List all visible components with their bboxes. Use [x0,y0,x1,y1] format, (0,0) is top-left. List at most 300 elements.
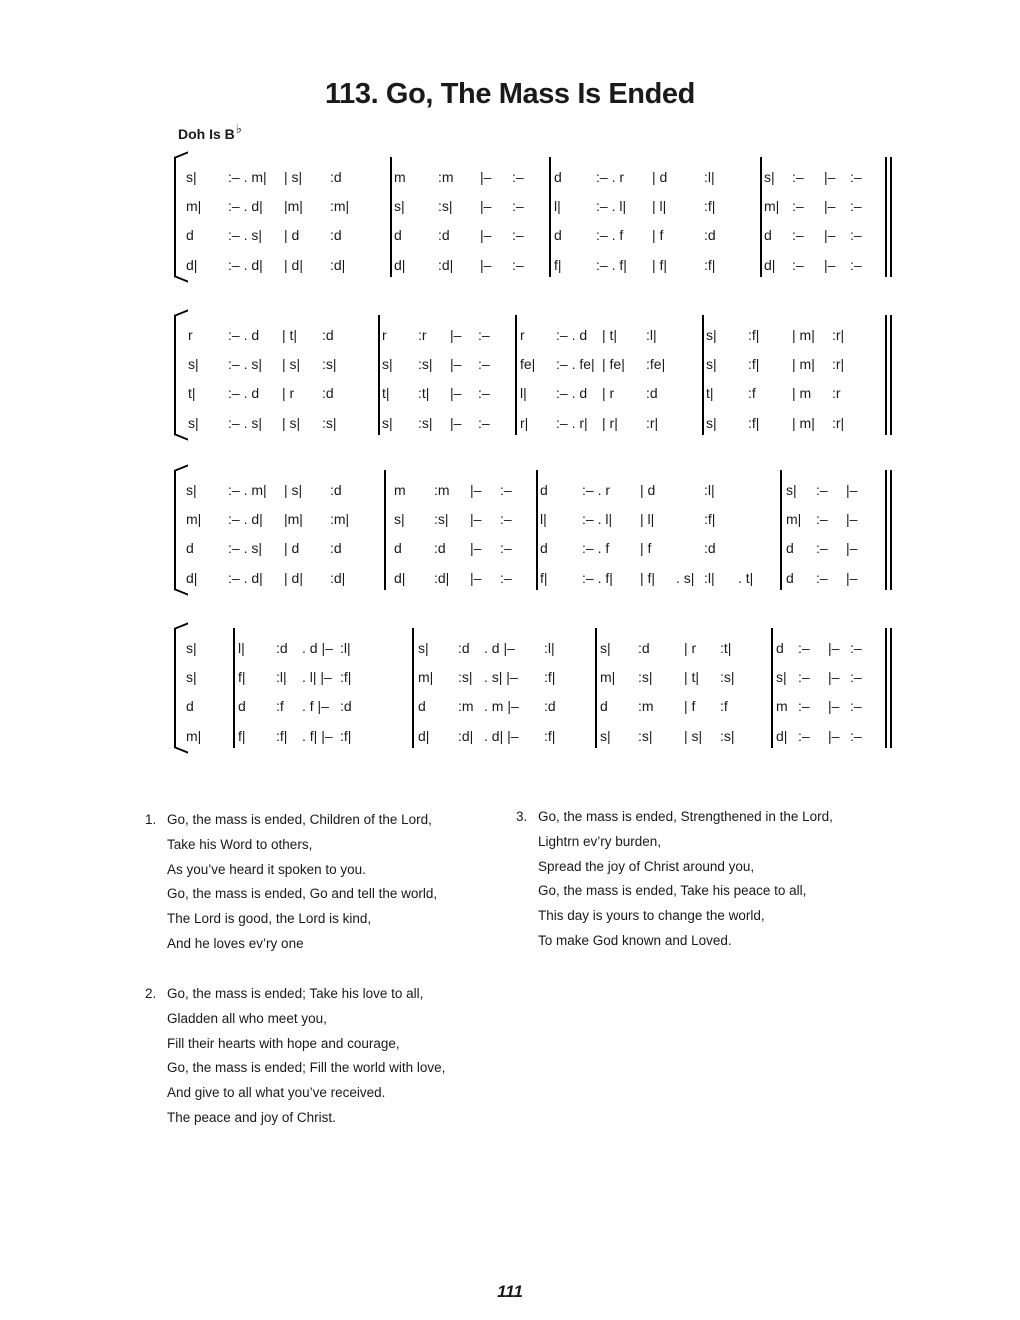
solfa-note: |m| [284,198,303,214]
solfa-note: :r| [832,415,845,431]
solfa-note: | m| [792,327,815,343]
solfa-note: . l| |– [302,669,332,685]
solfa-note: :– . fe| [556,356,595,372]
solfa-note: :f| [748,327,760,343]
solfa-note: :d [330,540,342,556]
solfa-note: |– [470,511,482,527]
solfa-note: d [186,540,194,556]
solfa-note: :d [322,385,334,401]
solfa-note: | d [284,540,300,556]
solfa-note: :– . r [582,482,611,498]
solfa-note: |– [450,415,462,431]
solfa-note: :– [798,640,810,656]
solfa-note: :– . l| [596,198,627,214]
solfa-note: d| [418,728,430,744]
solfa-note: :d [458,640,470,656]
solfa-note: |– [470,482,482,498]
solfa-note: :d| [330,257,346,273]
solfa-note: s| [382,356,393,372]
verse-line: Spread the joy of Christ around you, [538,858,755,874]
solfa-note: l| [238,640,245,656]
solfa-note: | f [684,698,696,714]
solfa-note: :– [850,257,862,273]
solfa-note: fe| [520,356,536,372]
solfa-note: m| [764,198,780,214]
solfa-note: s| [188,415,199,431]
solfa-note: :d| [330,570,346,586]
solfa-note: :– [798,669,810,685]
solfa-note: :– [512,257,524,273]
solfa-note: s| [186,640,197,656]
solfa-note: d| [186,257,198,273]
solfa-note: :– [798,728,810,744]
solfa-note: | r| [602,415,618,431]
solfa-note: :– . d| [228,570,263,586]
solfa-note: | s| [284,169,303,185]
solfa-note: m [776,698,788,714]
solfa-note: s| [186,169,197,185]
solfa-note: :– . d| [228,257,263,273]
solfa-note: :d [330,169,342,185]
solfa-note: :– . r [596,169,625,185]
solfa-note: :f| [748,356,760,372]
solfa-note: :– [816,570,828,586]
solfa-note: :– . d [228,385,260,401]
solfa-note: :– [792,227,804,243]
solfa-note: . d| |– [484,728,519,744]
solfa-note: |– [480,169,492,185]
solfa-note: :d [544,698,556,714]
verse-line: Go, the mass is ended, Take his peace to all, [538,883,807,899]
verse-line: The Lord is good, the Lord is kind, [167,911,372,927]
solfa-note: |– [450,356,462,372]
solfa-note: m| [418,669,434,685]
solfa-note: :l| [704,482,715,498]
solfa-note: . m |– [484,698,519,714]
solfa-note: :– . d [556,327,588,343]
solfa-note: |– [450,385,462,401]
solfa-note: :d [704,227,716,243]
solfa-note: :– . m| [228,169,267,185]
voice-row [172,665,897,689]
solfa-note: :d [322,327,334,343]
solfa-note: | m| [792,415,815,431]
solfa-note: d [540,482,548,498]
solfa-note: s| [186,669,197,685]
verse-line: As you’ve heard it spoken to you. [167,861,366,877]
solfa-note: :s| [434,511,449,527]
solfa-note: |– [824,198,836,214]
voice-row [172,253,897,277]
voice-row [172,724,897,748]
solfa-note: s| [188,356,199,372]
verse-number: 2. [145,986,157,1001]
solfa-note: f| [238,728,246,744]
verse-line: This day is yours to change the world, [538,908,765,924]
solfa-note: m| [186,728,202,744]
voice-row [172,381,897,405]
solfa-note: :– [850,198,862,214]
solfa-note: d [764,227,772,243]
solfa-note: | f| [640,570,656,586]
solfa-note: :l| [646,327,657,343]
solfa-note: :– [478,356,490,372]
solfa-note: :– [816,540,828,556]
verse-line: And give to all what you’ve received. [167,1085,386,1101]
solfa-note: . t| [738,570,754,586]
voice-row [172,636,897,660]
solfa-note: d| [776,728,788,744]
solfa-note: :s| [322,356,337,372]
solfa-note: :d [646,385,658,401]
solfa-note: m| [600,669,616,685]
solfa-note: | t| [684,669,700,685]
solfa-note: |– [846,482,858,498]
solfa-note: :r [418,327,427,343]
solfa-note: :– [512,227,524,243]
solfa-note: :– [792,257,804,273]
solfa-note: | m| [792,356,815,372]
solfa-note: s| [382,415,393,431]
solfa-note: | r [282,385,295,401]
solfa-note: . s| [676,570,695,586]
solfa-note: | l| [640,511,655,527]
verse-line: Go, the mass is ended; Fill the world with love, [167,1060,446,1076]
solfa-note: |– [828,669,840,685]
solfa-note: s| [706,356,717,372]
solfa-note: |– [828,640,840,656]
solfa-note: | d [284,227,300,243]
solfa-note: :l| [340,640,351,656]
solfa-note: |– [824,227,836,243]
key-label: Doh Is B [178,126,235,142]
solfa-note: :– [478,415,490,431]
solfa-note: :l| [704,570,715,586]
solfa-note: f| [554,257,562,273]
solfa-note: :f| [704,257,716,273]
solfa-note: r [382,327,387,343]
voice-row [172,323,897,347]
solfa-note: | m [792,385,812,401]
solfa-note: :– [850,227,862,243]
solfa-note: . f| |– [302,728,333,744]
solfa-note: | s| [282,415,301,431]
solfa-note: d [554,169,562,185]
solfa-note: t| [382,385,390,401]
solfa-note: :– [500,511,512,527]
solfa-note: t| [188,385,196,401]
verse-line: Go, the mass is ended, Children of the Lord, [167,812,432,827]
solfa-note: :– [792,198,804,214]
solfa-note: :– [816,511,828,527]
solfa-note: |– [824,169,836,185]
voice-row [172,223,897,247]
solfa-note: d [394,227,402,243]
solfa-note: :– . d [556,385,588,401]
solfa-note: s| [776,669,787,685]
solfa-note: | fe| [602,356,625,372]
solfa-note: :f| [276,728,288,744]
system-bracket-cap [174,622,188,630]
solfa-note: :l| [544,640,555,656]
solfa-note: d [186,227,194,243]
solfa-note: |– [846,540,858,556]
solfa-note: :– [500,482,512,498]
voice-row [172,411,897,435]
solfa-note: :r| [832,327,845,343]
solfa-note: :f [748,385,756,401]
flat-sign: ♭ [235,121,242,136]
solfa-note: s| [600,640,611,656]
voice-row [172,352,897,376]
solfa-note: | d [640,482,656,498]
solfa-note: d [540,540,548,556]
score-system-3 [172,470,897,590]
solfa-note: :s| [458,669,473,685]
solfa-note: | d [652,169,668,185]
solfa-note: m| [186,511,202,527]
solfa-note: d| [186,570,198,586]
solfa-note: :– [850,728,862,744]
score-system-4 [172,628,897,748]
voice-row [172,507,897,531]
solfa-note: s| [764,169,775,185]
solfa-note: :d [434,540,446,556]
solfa-note: :s| [418,415,433,431]
solfa-note: |– [828,728,840,744]
solfa-note: :d [276,640,288,656]
solfa-note: :– . s| [228,356,262,372]
solfa-note: :d [438,227,450,243]
solfa-note: |– [846,570,858,586]
solfa-note: | l| [652,198,667,214]
solfa-note: :– [816,482,828,498]
verse-number: 1. [145,812,157,827]
solfa-note: | t| [282,327,298,343]
solfa-note: | r [684,640,697,656]
verse-line: To make God known and Loved. [538,932,732,948]
solfa-note: s| [394,511,405,527]
solfa-note: :d [638,640,650,656]
solfa-note: :m| [330,198,350,214]
solfa-note: :d| [434,570,450,586]
solfa-note: :s| [638,669,653,685]
solfa-note: f| [540,570,548,586]
solfa-note: :f| [544,728,556,744]
solfa-note: | d| [284,570,303,586]
solfa-note: m| [186,198,202,214]
solfa-note: :– . s| [228,540,262,556]
solfa-note: . d |– [302,640,333,656]
solfa-note: |– [470,570,482,586]
voice-row [172,194,897,218]
solfa-note: t| [706,385,714,401]
score-system-1 [172,157,897,277]
solfa-note: :– [850,169,862,185]
solfa-note: d [786,540,794,556]
solfa-note: . s| |– [484,669,518,685]
solfa-note: :f| [704,511,716,527]
solfa-note: :d [340,698,352,714]
verse-number: 3. [516,809,528,824]
page-title: 113. Go, The Mass Is Ended [325,78,695,110]
solfa-note: :s| [438,198,453,214]
solfa-note: m [394,169,406,185]
solfa-note: :d [330,227,342,243]
key-signature [178,121,242,143]
solfa-note: l| [554,198,561,214]
solfa-note: :d| [438,257,454,273]
solfa-note: l| [520,385,527,401]
voice-row [172,566,897,590]
solfa-note: . d |– [484,640,515,656]
system-bracket-cap [174,309,188,317]
solfa-note: :s| [720,728,735,744]
solfa-note: |– [470,540,482,556]
solfa-note: :s| [322,415,337,431]
solfa-note: s| [600,728,611,744]
solfa-note: :– [500,540,512,556]
solfa-note: :– [512,169,524,185]
solfa-note: d [600,698,608,714]
solfa-note: :– [500,570,512,586]
solfa-note: :– . f [596,227,624,243]
solfa-note: | f [652,227,664,243]
voice-row [172,536,897,560]
solfa-note: :– . d| [228,198,263,214]
verse-line: Fill their hearts with hope and courage, [167,1035,400,1051]
verse-line: Lightrn ev’ry burden, [538,833,662,849]
solfa-note: d| [764,257,776,273]
solfa-note: | t| [602,327,618,343]
solfa-note: :s| [638,728,653,744]
solfa-note: |– [828,698,840,714]
solfa-note: d [186,698,194,714]
solfa-note: | s| [284,482,303,498]
system-bracket-cap [174,464,188,472]
solfa-note: | s| [282,356,301,372]
page-number: 111 [497,1282,523,1301]
solfa-note: |– [480,227,492,243]
solfa-note: :d [330,482,342,498]
solfa-note: :– [478,327,490,343]
solfa-note: l| [540,511,547,527]
solfa-note: m [394,482,406,498]
solfa-note: :fe| [646,356,666,372]
solfa-note: :– . s| [228,415,262,431]
score-system-2 [172,315,897,435]
solfa-note: |m| [284,511,303,527]
solfa-note: :– . f| [582,570,613,586]
solfa-note: d [786,570,794,586]
solfa-note: d [238,698,246,714]
solfa-note: :r [832,385,841,401]
solfa-note: :– . r| [556,415,588,431]
solfa-note: | f| [652,257,668,273]
verse-line: Gladden all who meet you, [167,1010,327,1026]
solfa-note: :– . l| [582,511,613,527]
solfa-note: :f| [704,198,716,214]
solfa-note: | r [602,385,615,401]
solfa-note: :– . s| [228,227,262,243]
solfa-note: :m [638,698,654,714]
solfa-note: s| [186,482,197,498]
system-bracket-cap [174,151,188,159]
solfa-note: |– [480,257,492,273]
solfa-note: |– [480,198,492,214]
solfa-note: :s| [720,669,735,685]
solfa-note: :r| [832,356,845,372]
solfa-note: d| [394,570,406,586]
solfa-note: :f [276,698,284,714]
solfa-note: | d| [284,257,303,273]
verse-line: And he loves ev’ry one [167,935,304,951]
verse-line: Go, the mass is ended, Strengthened in the Lord, [538,809,833,824]
solfa-note: :– . d| [228,511,263,527]
solfa-note: :f| [544,669,556,685]
verse-line: Take his Word to others, [167,836,313,852]
solfa-note: :– [512,198,524,214]
solfa-note: s| [394,198,405,214]
solfa-note: :m [458,698,474,714]
solfa-note: :s| [418,356,433,372]
solfa-note: |– [846,511,858,527]
solfa-note: :f [720,698,728,714]
solfa-note: :t| [720,640,732,656]
solfa-note: s| [418,640,429,656]
solfa-note: s| [706,415,717,431]
solfa-note: :– . m| [228,482,267,498]
voice-row [172,478,897,502]
solfa-note: m| [786,511,802,527]
solfa-note: d [418,698,426,714]
solfa-note: :– [792,169,804,185]
solfa-note: :– . f| [596,257,627,273]
solfa-note: r| [520,415,529,431]
solfa-note: :– [798,698,810,714]
solfa-note: :– [850,698,862,714]
solfa-note: d [394,540,402,556]
solfa-note: :d| [458,728,474,744]
solfa-note: :l| [276,669,287,685]
solfa-note: :f| [340,669,352,685]
solfa-note: :t| [418,385,430,401]
solfa-note: :l| [704,169,715,185]
solfa-note: :– . f [582,540,610,556]
voice-row [172,694,897,718]
verse-line: The peace and joy of Christ. [167,1109,336,1125]
solfa-note: :r| [646,415,659,431]
solfa-note: f| [238,669,246,685]
solfa-note: r [188,327,193,343]
solfa-note: :f| [748,415,760,431]
verse-line: Go, the mass is ended, Go and tell the world, [167,886,438,902]
solfa-note: :m [434,482,450,498]
solfa-note: :– [478,385,490,401]
solfa-note: s| [706,327,717,343]
solfa-note: :– [850,640,862,656]
verse-line: Go, the mass is ended; Take his love to all, [167,986,424,1001]
solfa-note: :– . d [228,327,260,343]
solfa-note: r [520,327,525,343]
solfa-note: d [776,640,784,656]
solfa-note: | s| [684,728,703,744]
voice-row [172,165,897,189]
solfa-note: :m [438,169,454,185]
solfa-note: :d [704,540,716,556]
solfa-note: d| [394,257,406,273]
solfa-note: d [554,227,562,243]
